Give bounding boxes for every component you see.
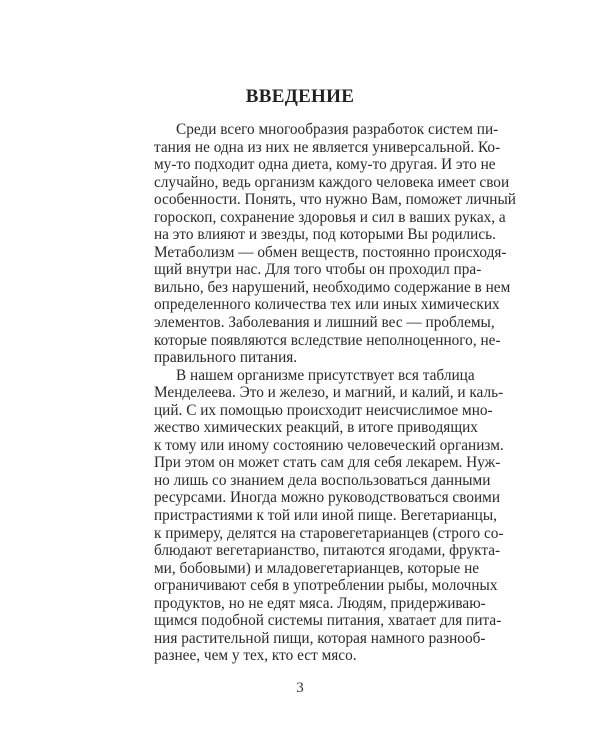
text-line: определенного количества тех или иных химических bbox=[154, 296, 500, 314]
text-line: пристрастиями к той или иной пище. Вегетарианцы, bbox=[154, 507, 497, 525]
text-line: При этом он может стать сам для себя лекарем. Нуж- bbox=[154, 454, 501, 472]
text-line: к примеру, делятся на старовегетарианцев (строго со- bbox=[154, 524, 504, 542]
text-line: жество химических реакций, в итоге приводящих bbox=[154, 419, 478, 437]
text-line: гороскоп, сохранение здоровья и сил в ваших руках, а bbox=[154, 208, 506, 226]
text-line: продуктов, но не едят мяса. Людям, придерживаю- bbox=[154, 594, 486, 612]
text-line: вильно, без нарушений, необходимо содержание в нем bbox=[154, 278, 511, 296]
text-line: щимся подобной системы питания, хватает для пита- bbox=[154, 612, 502, 630]
text-line: ресурсами. Иногда можно руководствоваться своими bbox=[154, 489, 501, 507]
text-line: элементов. Заболевания и лишний вес — проблемы, bbox=[154, 314, 495, 332]
text-line: но лишь со знанием дела воспользоваться данными bbox=[154, 471, 491, 489]
text-line: ния растительной пищи, которая намного разнооб- bbox=[154, 629, 486, 647]
text-line: му-то подходит одна диета, кому-то другая. И это не bbox=[154, 156, 496, 174]
text-line: на это влияют и звезды, под которыми Вы родились. bbox=[154, 226, 496, 244]
text-line: ограничивают себя в употреблении рыбы, молочных bbox=[154, 577, 498, 595]
text-line: тания не одна из них не является универсальной. Ко- bbox=[154, 138, 501, 156]
text-line: разнее, чем у тех, кто ест мясо. bbox=[154, 647, 357, 665]
text-line: случайно, ведь организм каждого человека имеет свои bbox=[154, 173, 510, 191]
paragraph bbox=[154, 366, 504, 665]
text-line: Среди всего многообразия разработок систем пи- bbox=[176, 121, 499, 138]
text-line: к тому или иному состоянию человеческий организм. bbox=[154, 436, 504, 454]
body-text bbox=[154, 121, 516, 665]
text-line: щий внутри нас. Для того чтобы он проходил пра- bbox=[154, 261, 482, 279]
text-line: В нашем организме присутствует вся таблица bbox=[176, 366, 475, 384]
text-line: особенности. Понять, что нужно Вам, поможет личный bbox=[154, 191, 516, 209]
chapter-title: ВВЕДЕНИЕ bbox=[245, 86, 355, 107]
paragraph bbox=[154, 121, 516, 367]
text-line: ми, бобовыми) и младовегетарианцев, которые не bbox=[154, 559, 480, 577]
text-line: правильного питания. bbox=[154, 349, 298, 367]
text-line: Менделеева. Это и железо, и магний, и калий, и каль- bbox=[154, 384, 504, 402]
text-line: которые появляются вследствие неполноценного, не- bbox=[154, 331, 501, 349]
page-number: 3 bbox=[296, 680, 304, 696]
text-line: блюдают вегетарианство, питаются ягодами, фрукта- bbox=[154, 542, 501, 560]
text-line: Метаболизм — обмен веществ, постоянно происходя- bbox=[154, 243, 507, 261]
text-line: ций. С их помощью происходит неисчислимое мно- bbox=[154, 401, 493, 419]
